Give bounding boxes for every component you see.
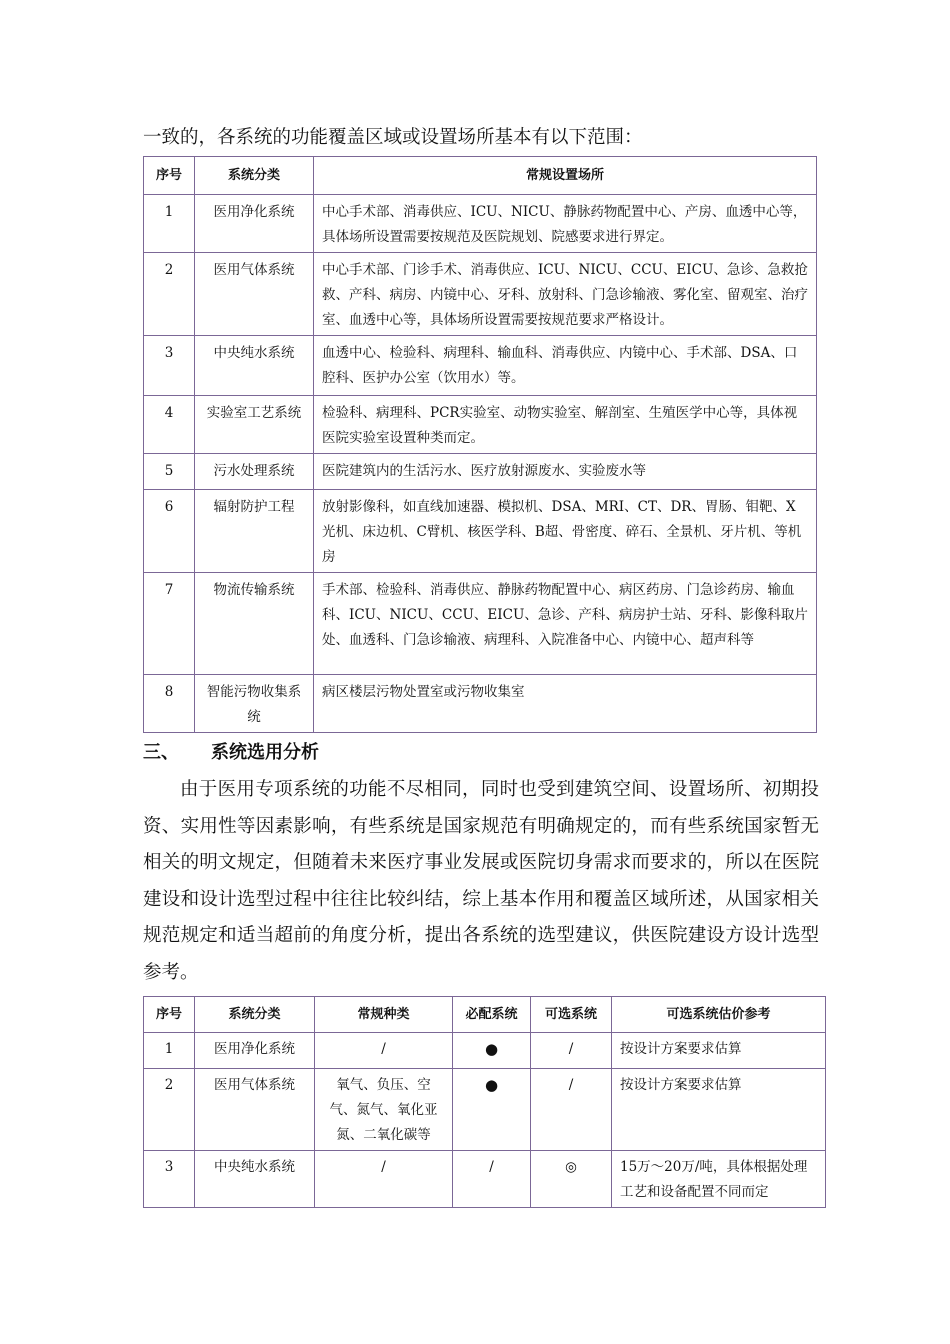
table-row	[144, 253, 817, 336]
row-optional: ◎	[531, 1151, 612, 1208]
row-system: 物流传输系统	[195, 573, 314, 675]
table-header-row	[144, 157, 817, 195]
row-no: 2	[144, 1069, 195, 1151]
row-place: 中心手术部、消毒供应、ICU、NICU、静脉药物配置中心、产房、血透中心等，具体场所设置需要按规范及医院规划、院感要求进行界定。	[314, 195, 817, 253]
row-no: 8	[144, 675, 195, 733]
header-system: 系统分类	[195, 157, 314, 195]
table-row	[144, 195, 817, 253]
row-kind: /	[315, 1033, 453, 1069]
row-place: 中心手术部、门诊手术、消毒供应、ICU、NICU、CCU、EICU、急诊、急救抢救、产科、病房、内镜中心、牙科、放射科、门急诊输液、雾化室、留观室、治疗室、血透中心等，具体场所设置需要按规范要求严格设计。	[314, 253, 817, 336]
row-system: 污水处理系统	[195, 454, 314, 490]
row-place: 医院建筑内的生活污水、医疗放射源废水、实验废水等	[314, 454, 817, 490]
header-price: 可选系统估价参考	[612, 997, 826, 1033]
row-system: 辐射防护工程	[195, 490, 314, 573]
table-row	[144, 1033, 826, 1069]
row-no: 3	[144, 336, 195, 396]
table-row	[144, 454, 817, 490]
row-price: 按设计方案要求估算	[612, 1033, 826, 1069]
row-required: ●	[453, 1069, 531, 1151]
row-kind: /	[315, 1151, 453, 1208]
row-system: 医用气体系统	[195, 253, 314, 336]
row-system: 实验室工艺系统	[195, 396, 314, 454]
table-row	[144, 336, 817, 396]
header-required: 必配系统	[453, 997, 531, 1033]
row-no: 2	[144, 253, 195, 336]
row-place: 检验科、病理科、PCR实验室、动物实验室、解剖室、生殖医学中心等，具体视医院实验室设置种类而定。	[314, 396, 817, 454]
row-optional: /	[531, 1033, 612, 1069]
row-optional: /	[531, 1069, 612, 1151]
selection-table	[143, 996, 826, 1208]
row-no: 1	[144, 195, 195, 253]
table-row	[144, 490, 817, 573]
header-optional: 可选系统	[531, 997, 612, 1033]
table-row	[144, 1069, 826, 1151]
row-no: 6	[144, 490, 195, 573]
row-no: 3	[144, 1151, 195, 1208]
row-no: 4	[144, 396, 195, 454]
header-kind: 常规种类	[315, 997, 453, 1033]
row-kind: 氧气、负压、空气、氮气、氧化亚氮、二氧化碳等	[315, 1069, 453, 1151]
row-no: 5	[144, 454, 195, 490]
row-required: /	[453, 1151, 531, 1208]
section-title: 系统选用分析	[211, 742, 319, 763]
table-row	[144, 675, 817, 733]
table-row	[144, 396, 817, 454]
row-system: 中央纯水系统	[195, 1151, 315, 1208]
row-system: 智能污物收集系统	[195, 675, 314, 733]
row-price: 按设计方案要求估算	[612, 1069, 826, 1151]
row-system: 医用净化系统	[195, 1033, 315, 1069]
row-system: 中央纯水系统	[195, 336, 314, 396]
row-system: 医用气体系统	[195, 1069, 315, 1151]
section-number: 三、	[143, 742, 179, 763]
row-no: 7	[144, 573, 195, 675]
body-paragraph: 由于医用专项系统的功能不尽相同，同时也受到建筑空间、设置场所、初期投资、实用性等因素影响，有些系统是国家规范有明确规定的，而有些系统国家暂无相关的明文规定，但随着未来医疗事业发展或医院切身需求而要求的，所以在医院建设和设计选型过程中往往比较纠结，综上基本作用和覆盖区域所述，从国家相关规范规定和适当超前的角度分析，提出各系统的选型建议，供医院建设方设计选型参考。	[143, 779, 819, 983]
header-place: 常规设置场所	[314, 157, 817, 195]
table-row	[144, 1151, 826, 1208]
venue-table	[143, 156, 817, 733]
row-no: 1	[144, 1033, 195, 1069]
table-row	[144, 573, 817, 675]
row-place: 放射影像科，如直线加速器、模拟机、DSA、MRI、CT、DR、胃肠、钼靶、X光机、床边机、C臂机、核医学科、B超、骨密度、碎石、全景机、牙片机、等机房	[314, 490, 817, 573]
section-heading	[143, 738, 319, 764]
header-system: 系统分类	[195, 997, 315, 1033]
row-place: 病区楼层污物处置室或污物收集室	[314, 675, 817, 733]
row-price: 15万～20万/吨，具体根据处理工艺和设备配置不同而定	[612, 1151, 826, 1208]
table-header-row	[144, 997, 826, 1033]
intro-text: 一致的，各系统的功能覆盖区域或设置场所基本有以下范围：	[143, 127, 643, 148]
row-place: 手术部、检验科、消毒供应、静脉药物配置中心、病区药房、门急诊药房、输血科、ICU、NICU、CCU、EICU、急诊、产科、病房护士站、牙科、影像科取片处、血透科、门急诊输液、病理科、入院准备中心、内镜中心、超声科等	[314, 573, 817, 675]
header-no: 序号	[144, 997, 195, 1033]
row-place: 血透中心、检验科、病理科、输血科、消毒供应、内镜中心、手术部、DSA、口腔科、医护办公室（饮用水）等。	[314, 336, 817, 396]
header-no: 序号	[144, 157, 195, 195]
row-system: 医用净化系统	[195, 195, 314, 253]
row-required: ●	[453, 1033, 531, 1069]
